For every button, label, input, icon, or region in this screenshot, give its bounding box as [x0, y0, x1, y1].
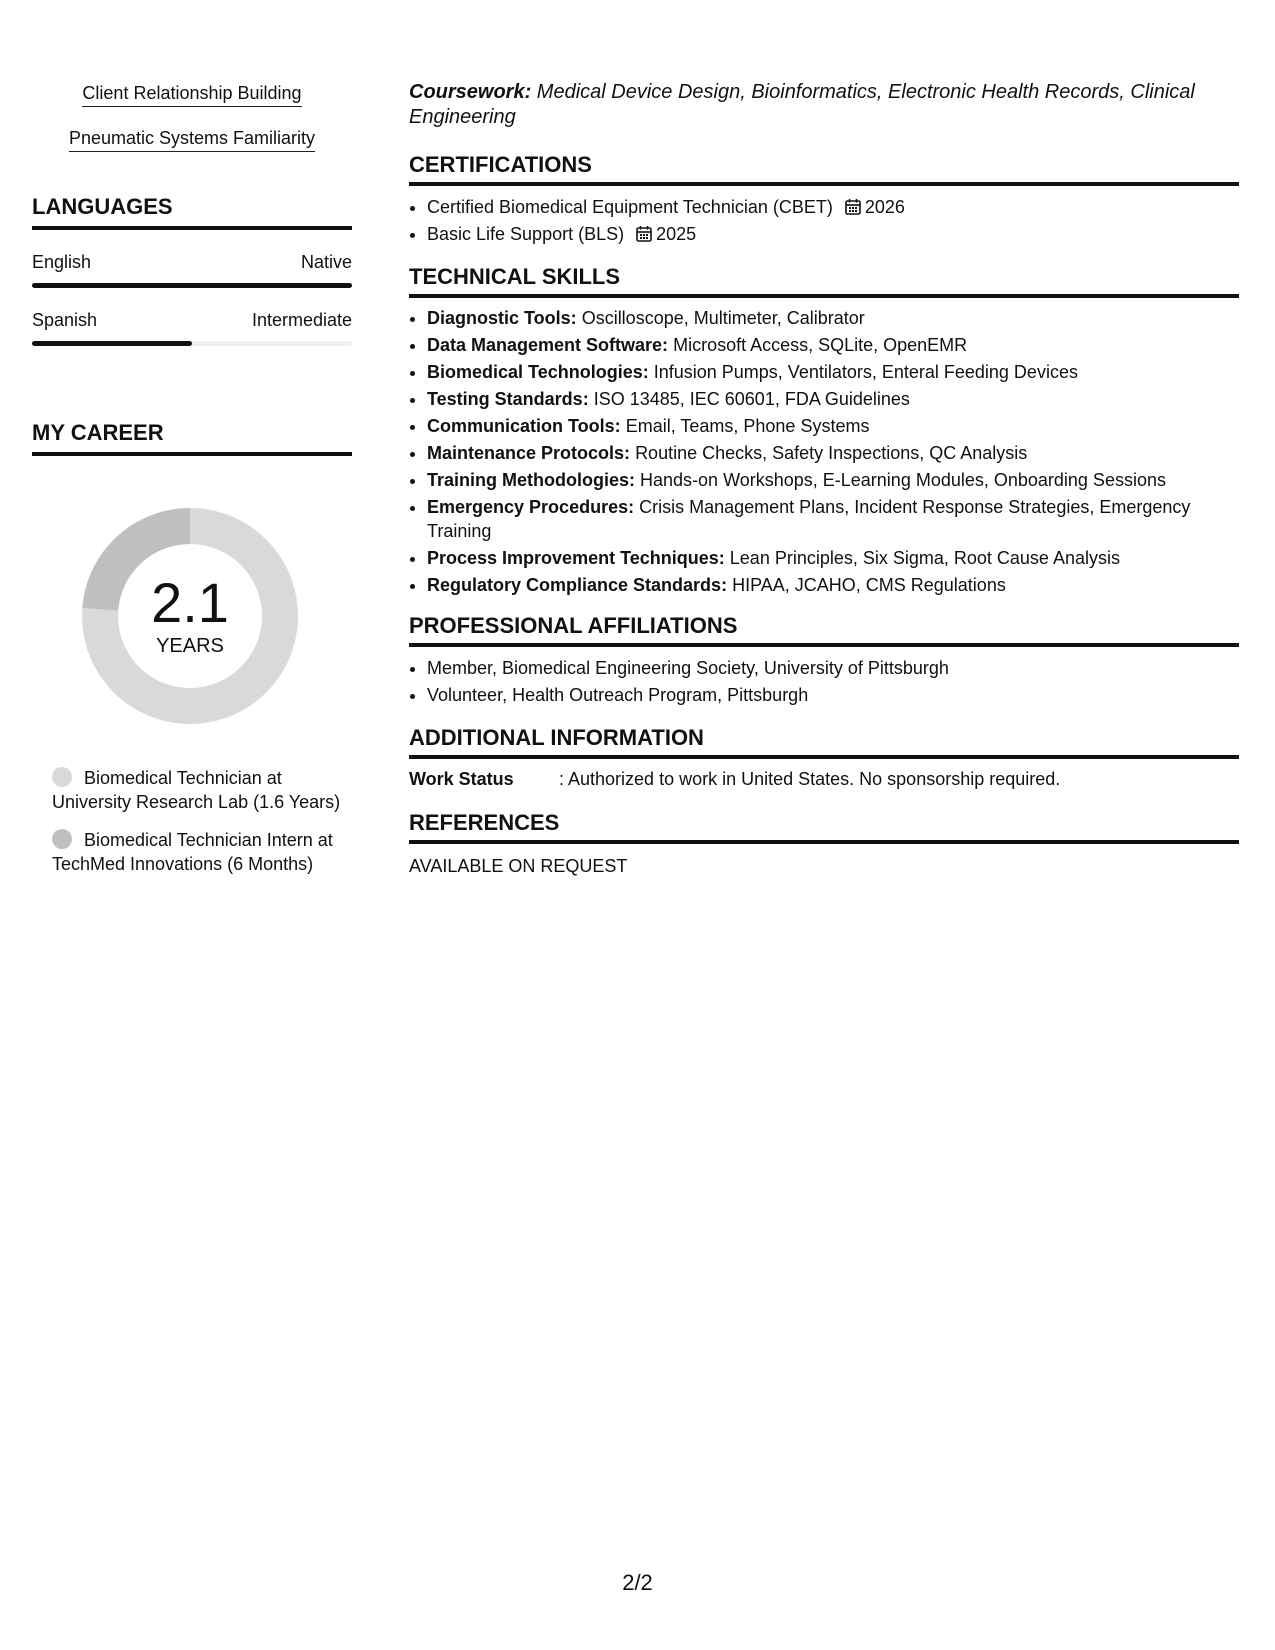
coursework-label: Coursework: — [409, 81, 532, 103]
technical-skills-section — [409, 264, 1239, 597]
career-heading: MY CAREER — [32, 420, 352, 456]
skill-label: Testing Standards: — [427, 389, 589, 409]
career-total-unit: YEARS — [156, 634, 224, 657]
skill-item — [427, 333, 1239, 357]
career-total-years: 2.1 — [151, 570, 229, 634]
career-donut — [70, 496, 310, 736]
skill-value: Crisis Management Plans, Incident Response Strategies, Emergency Training — [427, 497, 1191, 541]
affiliations-section — [409, 613, 1239, 709]
work-status-label: Work Status — [409, 769, 514, 789]
language-name: English — [32, 252, 92, 272]
language-name: Spanish — [32, 310, 98, 330]
technical-skills-heading: TECHNICAL SKILLS — [409, 264, 1239, 298]
skill-item — [427, 360, 1239, 384]
skill-item — [427, 468, 1239, 492]
career-dot — [52, 829, 72, 849]
certification-name: Basic Life Support (BLS) — [427, 224, 625, 244]
skill-label: Maintenance Protocols: — [427, 443, 631, 463]
language-bar — [32, 341, 352, 346]
language-bar — [32, 283, 352, 288]
skill-item — [427, 414, 1239, 438]
references-heading: REFERENCES — [409, 810, 1239, 844]
affiliation-item: • Member, Biomedical Engineering Society, University of Pittsburgh — [427, 655, 1239, 682]
language-level: Intermediate — [251, 310, 352, 330]
page-number: 2/2 — [622, 1570, 653, 1595]
skill-item — [427, 306, 1239, 330]
sidebar — [32, 82, 352, 890]
skill-tag: Pneumatic Systems Familiarity — [69, 127, 315, 152]
certification-year: 2026 — [864, 197, 905, 217]
skill-value: ISO 13485, IEC 60601, FDA Guidelines — [593, 389, 910, 409]
main-content — [409, 80, 1239, 877]
skill-value: Lean Principles, Six Sigma, Root Cause Analysis — [729, 548, 1120, 568]
skill-label: Biomedical Technologies: — [427, 362, 649, 382]
skill-value: Infusion Pumps, Ventilators, Enteral Feeding Devices — [653, 362, 1078, 382]
skill-label: Data Management Software: — [427, 335, 669, 355]
affiliation-item: • Volunteer, Health Outreach Program, Pittsburgh — [427, 682, 1239, 709]
certification-item — [427, 221, 1239, 248]
skill-label: Communication Tools: — [427, 416, 621, 436]
additional-info-section — [409, 725, 1239, 790]
career-item — [52, 766, 352, 814]
language-item — [32, 310, 352, 346]
skill-value: Microsoft Access, SQLite, OpenEMR — [673, 335, 968, 355]
coursework-text: Medical Device Design, Bioinformatics, Electronic Health Records, Clinical Engineering — [409, 81, 1195, 128]
languages-heading: LANGUAGES — [32, 194, 352, 230]
skill-value: HIPAA, JCAHO, CMS Regulations — [732, 575, 1006, 595]
calendar-icon — [636, 225, 652, 242]
skill-label: Training Methodologies: — [427, 470, 635, 490]
coursework — [409, 80, 1239, 130]
work-status-value: : Authorized to work in United States. No sponsorship required. — [559, 769, 1061, 789]
language-level: Native — [300, 252, 352, 272]
affiliations-heading: PROFESSIONAL AFFILIATIONS — [409, 613, 1239, 647]
references-section — [409, 810, 1239, 877]
skill-label: Emergency Procedures: — [427, 497, 635, 517]
language-bar-fill — [32, 283, 352, 288]
skill-value: Hands-on Workshops, E-Learning Modules, Onboarding Sessions — [640, 470, 1166, 490]
skill-tag: Client Relationship Building — [82, 82, 301, 107]
career-item-label: Biomedical Technician at University Research Lab (1.6 Years) — [52, 768, 341, 812]
skill-value: Routine Checks, Safety Inspections, QC Analysis — [635, 443, 1028, 463]
certification-name: Certified Biomedical Equipment Technician (CBET) — [427, 197, 833, 217]
additional-info-heading: ADDITIONAL INFORMATION — [409, 725, 1239, 759]
calendar-icon — [845, 198, 861, 215]
skill-label: Diagnostic Tools: — [427, 308, 577, 328]
certifications-section — [409, 152, 1239, 248]
skill-label: Process Improvement Techniques: — [427, 548, 725, 568]
languages-section — [32, 194, 352, 346]
skill-item — [427, 495, 1239, 543]
skill-tags — [32, 82, 352, 152]
certification-item — [427, 194, 1239, 221]
certifications-heading: CERTIFICATIONS — [409, 152, 1239, 186]
certification-year: 2025 — [656, 224, 697, 244]
career-legend — [32, 766, 352, 876]
career-item — [52, 828, 352, 876]
career-item-label: Biomedical Technician Intern at TechMed Innovations (6 Months) — [52, 830, 333, 874]
skill-value: Oscilloscope, Multimeter, Calibrator — [581, 308, 865, 328]
skill-item — [427, 441, 1239, 465]
career-dot — [52, 767, 72, 787]
skill-item — [427, 573, 1239, 597]
skill-item — [427, 546, 1239, 570]
language-item — [32, 252, 352, 288]
career-section — [32, 420, 352, 876]
skill-item — [427, 387, 1239, 411]
references-text: AVAILABLE ON REQUEST — [409, 856, 628, 876]
skill-value: Email, Teams, Phone Systems — [625, 416, 870, 436]
language-bar-fill — [32, 341, 192, 346]
work-status-row — [409, 769, 1239, 790]
skill-label: Regulatory Compliance Standards: — [427, 575, 728, 595]
